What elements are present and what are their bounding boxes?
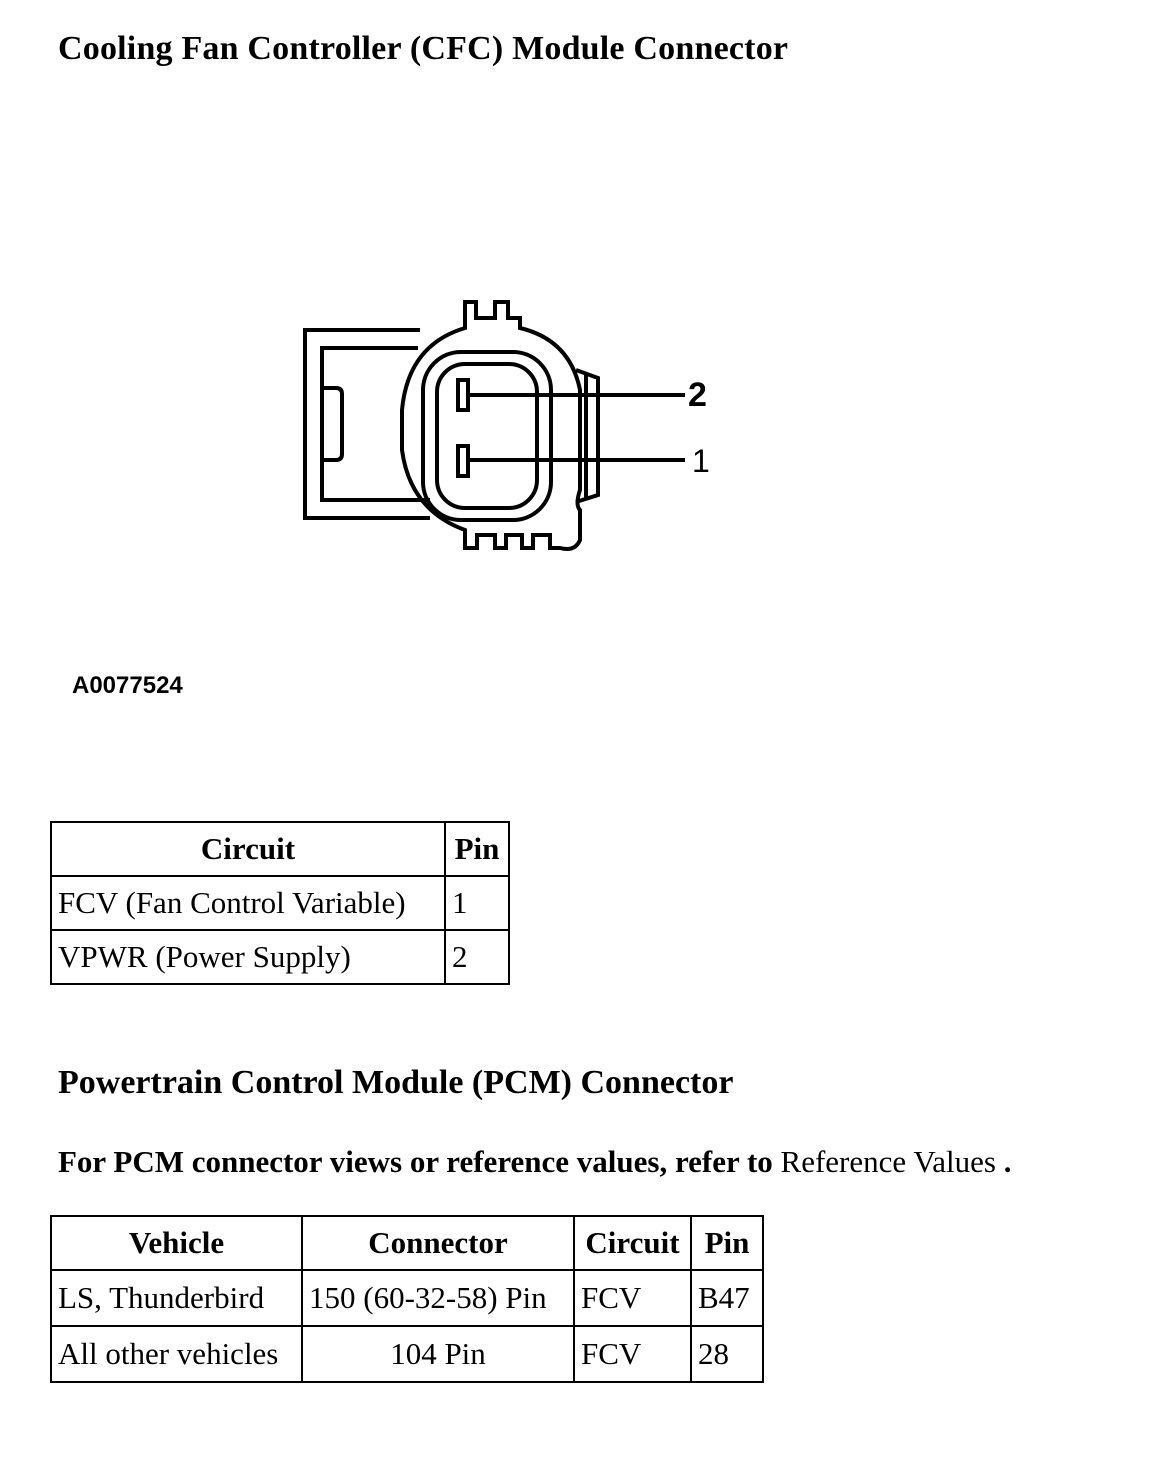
- cfc-pin-table: [50, 821, 510, 985]
- note-end: .: [1003, 1144, 1012, 1179]
- vehicle-cell: LS, Thunderbird: [51, 1270, 302, 1326]
- header-pin: Pin: [445, 822, 509, 876]
- connector-body: [402, 302, 580, 549]
- connector-cavity-inner: [437, 364, 537, 508]
- note-text: For PCM connector views or reference values, refer to: [58, 1144, 773, 1179]
- table-row: [51, 930, 509, 984]
- table-header-row: [51, 822, 509, 876]
- circuit-cell: FCV (Fan Control Variable): [51, 876, 445, 930]
- pin-label-1: 1: [692, 443, 710, 479]
- table-row: [51, 876, 509, 930]
- header-pin: Pin: [691, 1216, 763, 1270]
- connector-cell: 150 (60-32-58) Pin: [302, 1270, 574, 1326]
- cfc-connector-diagram: [290, 290, 730, 570]
- header-connector: Connector: [302, 1216, 574, 1270]
- pcm-pin-table: [50, 1215, 764, 1383]
- page-title: Cooling Fan Controller (CFC) Module Connector: [58, 30, 789, 67]
- pin-cell: 2: [445, 930, 509, 984]
- terminal-pin-1: [458, 446, 468, 476]
- table-row: [51, 1326, 763, 1382]
- figure-id: A0077524: [72, 672, 183, 699]
- vehicle-cell: All other vehicles: [51, 1326, 302, 1382]
- connector-latch: [322, 388, 342, 460]
- circuit-cell: VPWR (Power Supply): [51, 930, 445, 984]
- pcm-section-title: Powertrain Control Module (PCM) Connector: [58, 1064, 734, 1101]
- pcm-reference-note: [58, 1144, 1012, 1180]
- pin-label-2: 2: [688, 376, 707, 414]
- pin-cell: 1: [445, 876, 509, 930]
- table-row: [51, 1270, 763, 1326]
- pin-cell: 28: [691, 1326, 763, 1382]
- table-header-row: [51, 1216, 763, 1270]
- terminal-pin-2: [458, 380, 468, 410]
- header-vehicle: Vehicle: [51, 1216, 302, 1270]
- header-circuit: Circuit: [574, 1216, 691, 1270]
- connector-cell: 104 Pin: [302, 1326, 574, 1382]
- circuit-cell: FCV: [574, 1326, 691, 1382]
- reference-values-link[interactable]: Reference Values: [780, 1144, 996, 1179]
- pin-cell: B47: [691, 1270, 763, 1326]
- circuit-cell: FCV: [574, 1270, 691, 1326]
- header-circuit: Circuit: [51, 822, 445, 876]
